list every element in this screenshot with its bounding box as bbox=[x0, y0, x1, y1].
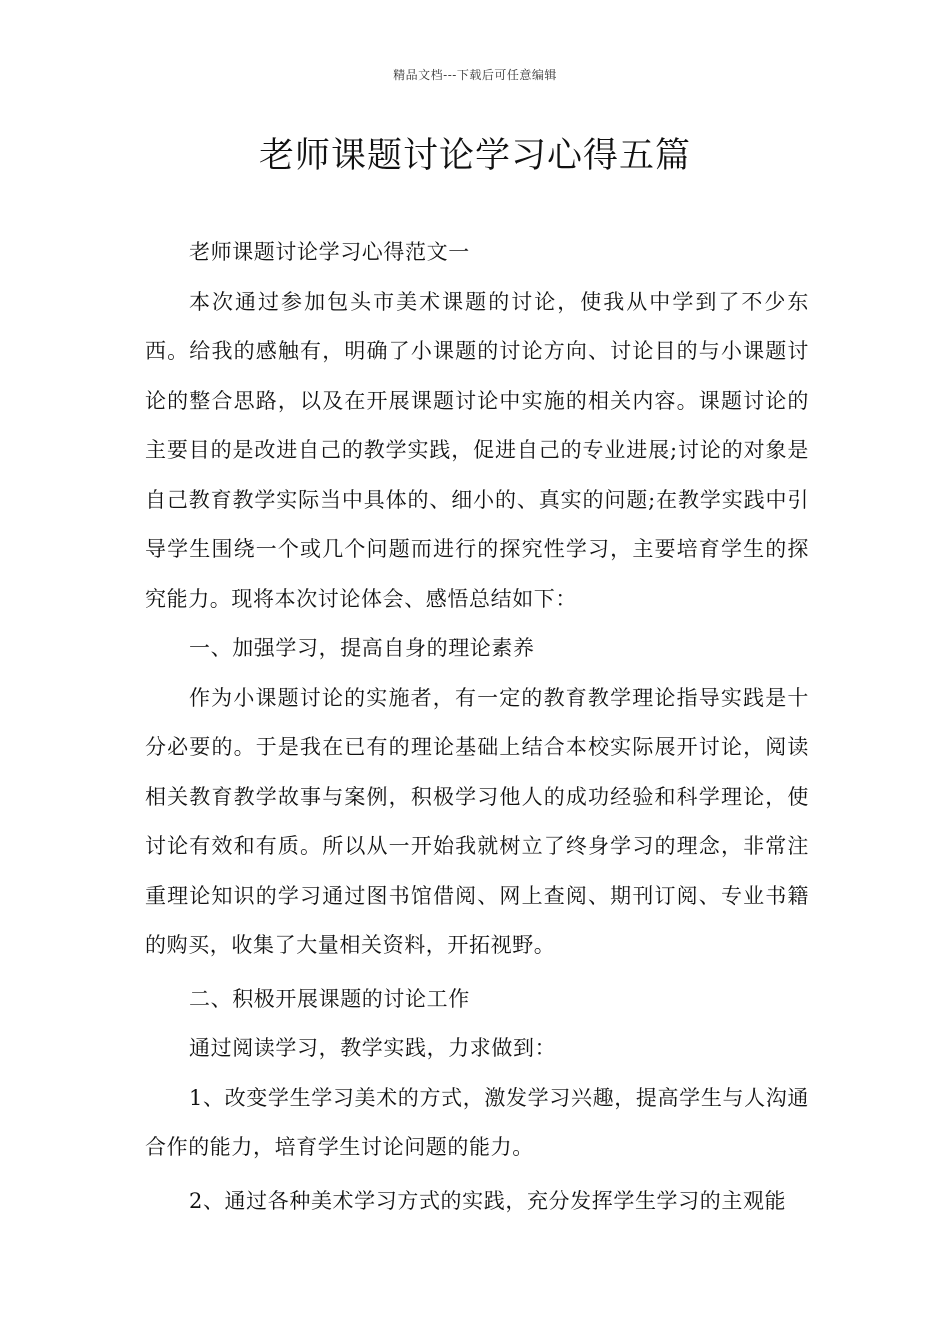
section-heading: 二、积极开展课题的讨论工作 bbox=[189, 986, 470, 1011]
header-note: 精品文档---下载后可任意编辑 bbox=[393, 68, 557, 82]
document-body bbox=[145, 228, 809, 1226]
paragraph: 作为小课题讨论的实施者，有一定的教育教学理论指导实践是十分必要的。于是我在已有的理论基础上结合本校实际展开讨论，阅读相关教育教学故事与案例，积极学习他人的成功经验和科学理论，使讨论有效和有质。所以从一开始我就树立了终身学习的理念，非常注重理论知识的学习通过图书馆借阅、网上查阅、期刊订阅、专业书籍的购买，收集了大量相关资料，开拓视野。 bbox=[145, 685, 809, 957]
document-title: 老师课题讨论学习心得五篇 bbox=[258, 136, 691, 176]
paragraph: 本次通过参加包头市美术课题的讨论，使我从中学到了不少东西。给我的感触有，明确了小课题的讨论方向、讨论目的与小课题讨论的整合思路，以及在开展课题讨论中实施的相关内容。课题讨论的主要目的是改进自己的教学实践，促进自己的专业进展;讨论的对象是自己教育教学实际当中具体的、细小的、真实的问题;在教学实践中引导学生围绕一个或几个问题而进行的探究性学习，主要培育学生的探究能力。现将本次讨论体会、感悟总结如下： bbox=[145, 289, 809, 611]
list-item: 1、改变学生学习美术的方式，激发学习兴趣，提高学生与人沟通合作的能力，培育学生讨论问题的能力。 bbox=[145, 1085, 809, 1159]
list-item: 2、通过各种美术学习方式的实践，充分发挥学生学习的主观能 bbox=[189, 1188, 787, 1213]
section-heading: 一、加强学习，提高自身的理论素养 bbox=[189, 636, 535, 660]
paragraph: 通过阅读学习，教学实践，力求做到： bbox=[189, 1036, 557, 1060]
paragraph-subtitle: 老师课题讨论学习心得范文一 bbox=[189, 240, 470, 264]
